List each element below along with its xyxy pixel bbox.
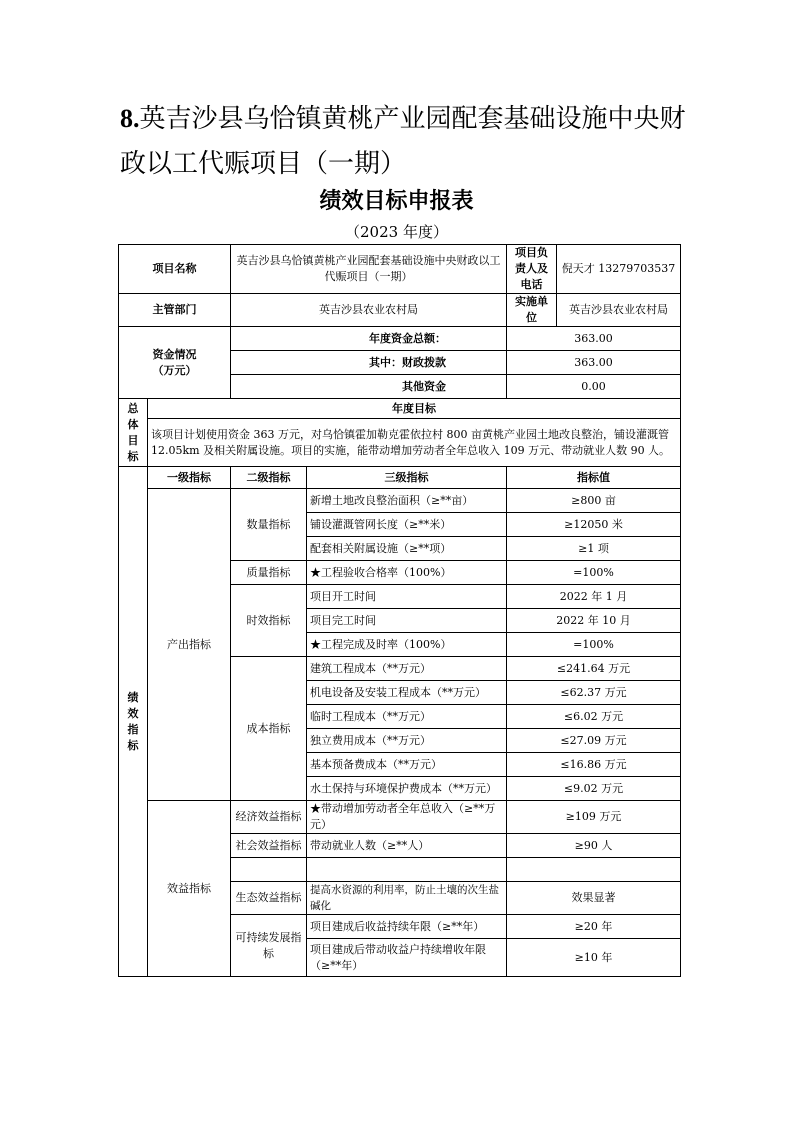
level2-empty [231, 858, 307, 882]
metric-item: 项目完工时间 [307, 609, 507, 633]
metric-value: ≤62.37 万元 [507, 681, 681, 705]
project-name-value: 英吉沙县乌恰镇黄桃产业园配套基础设施中央财政以工代赈项目（一期） [231, 245, 507, 294]
metric-value: =100% [507, 633, 681, 657]
metric-item: 项目建成后带动收益户持续增收年限（≥**年） [307, 939, 507, 977]
department-value: 英吉沙县农业农村局 [231, 294, 507, 327]
level1-benefit: 效益指标 [148, 801, 231, 977]
funds-label [119, 327, 231, 399]
metric-value: 2022 年 1 月 [507, 585, 681, 609]
metric-item: 建筑工程成本（**万元） [307, 657, 507, 681]
metric-value: ≤241.64 万元 [507, 657, 681, 681]
level1-output: 产出指标 [148, 489, 231, 801]
project-name-label: 项目名称 [119, 245, 231, 294]
header-level3: 三级指标 [307, 467, 507, 489]
level2-quality: 质量指标 [231, 561, 307, 585]
header-value: 指标值 [507, 467, 681, 489]
metric-item: 基本预备费成本（**万元） [307, 753, 507, 777]
level2-timeliness: 时效指标 [231, 585, 307, 657]
metric-value: ≤27.09 万元 [507, 729, 681, 753]
metric-item: ★工程验收合格率（100%） [307, 561, 507, 585]
funds-total-label: 年度资金总额： [231, 327, 507, 351]
metric-item: 提高水资源的利用率，防止土壤的次生盐碱化 [307, 882, 507, 915]
project-manager-value: 倪天才 13279703537 [557, 245, 681, 294]
document-title-number: 8. [120, 104, 140, 133]
form-year: （2023 年度） [345, 223, 448, 241]
overall-goal-side-label: 总 体 目 标 [119, 399, 148, 467]
implementing-unit-label: 实施单位 [507, 294, 557, 327]
metric-value: ≥800 亩 [507, 489, 681, 513]
funds-label-unit: （万元） [152, 363, 197, 377]
metric-value: ≤9.02 万元 [507, 777, 681, 801]
annual-goal-header: 年度目标 [148, 399, 681, 419]
metric-item: 水土保持与环境保护费成本（**万元） [307, 777, 507, 801]
metric-value: ≥109 万元 [507, 801, 681, 834]
metric-value: ≥90 人 [507, 834, 681, 858]
funds-fiscal-label: 其中：财政拨款 [231, 351, 507, 375]
metric-item: 铺设灌溉管网长度（≥**米） [307, 513, 507, 537]
metric-item: 配套相关附属设施（≥**项） [307, 537, 507, 561]
metric-item: 独立费用成本（**万元） [307, 729, 507, 753]
metric-value: 效果显著 [507, 882, 681, 915]
metric-item: ★工程完成及时率（100%） [307, 633, 507, 657]
implementing-unit-value: 英吉沙县农业农村局 [557, 294, 681, 327]
metric-value: ≥12050 米 [507, 513, 681, 537]
annual-goal-text: 该项目计划使用资金 363 万元，对乌恰镇霍加勒克霍依拉村 800 亩黄桃产业园土地改良整治，铺设灌溉管 12.05km 及相关附属设施。项目的实施，能带动增加劳动者全年总收入 109 万元、带动就业人数 90 人。 [148, 419, 681, 467]
funds-total-value: 363.00 [507, 327, 681, 351]
level2-economic: 经济效益指标 [231, 801, 307, 834]
metrics-side-label: 绩 效 指 标 [119, 467, 148, 977]
metric-value: ≥10 年 [507, 939, 681, 977]
level2-cost: 成本指标 [231, 657, 307, 801]
document-title [120, 96, 700, 187]
funds-other-value: 0.00 [507, 375, 681, 399]
metric-item: ★带动增加劳动者全年总收入（≥**万元） [307, 801, 507, 834]
funds-label-text: 资金情况 [152, 347, 197, 361]
metric-item: 项目开工时间 [307, 585, 507, 609]
department-label: 主管部门 [119, 294, 231, 327]
metric-item: 新增土地改良整治面积（≥**亩） [307, 489, 507, 513]
metric-value: =100% [507, 561, 681, 585]
metric-value: ≤6.02 万元 [507, 705, 681, 729]
metric-value: ≥20 年 [507, 915, 681, 939]
performance-target-table [118, 244, 681, 977]
level2-sustainable: 可持续发展指标 [231, 915, 307, 977]
metric-value: ≤16.86 万元 [507, 753, 681, 777]
metric-item: 带动就业人数（≥**人） [307, 834, 507, 858]
metric-value [507, 858, 681, 882]
metric-item: 项目建成后收益持续年限（≥**年） [307, 915, 507, 939]
level2-ecological: 生态效益指标 [231, 882, 307, 915]
project-manager-label: 项目负责人及电话 [507, 245, 557, 294]
document-title-text: 英吉沙县乌恰镇黄桃产业园配套基础设施中央财政以工代赈项目（一期） [120, 104, 686, 179]
metric-item [307, 858, 507, 882]
form-title: 绩效目标申报表 [319, 189, 474, 214]
metric-item: 机电设备及安装工程成本（**万元） [307, 681, 507, 705]
header-level2: 二级指标 [231, 467, 307, 489]
level2-social: 社会效益指标 [231, 834, 307, 858]
metric-value: ≥1 项 [507, 537, 681, 561]
funds-other-label: 其他资金 [231, 375, 507, 399]
metric-item: 临时工程成本（**万元） [307, 705, 507, 729]
level2-quantity: 数量指标 [231, 489, 307, 561]
funds-fiscal-value: 363.00 [507, 351, 681, 375]
header-level1: 一级指标 [148, 467, 231, 489]
metric-value: 2022 年 10 月 [507, 609, 681, 633]
